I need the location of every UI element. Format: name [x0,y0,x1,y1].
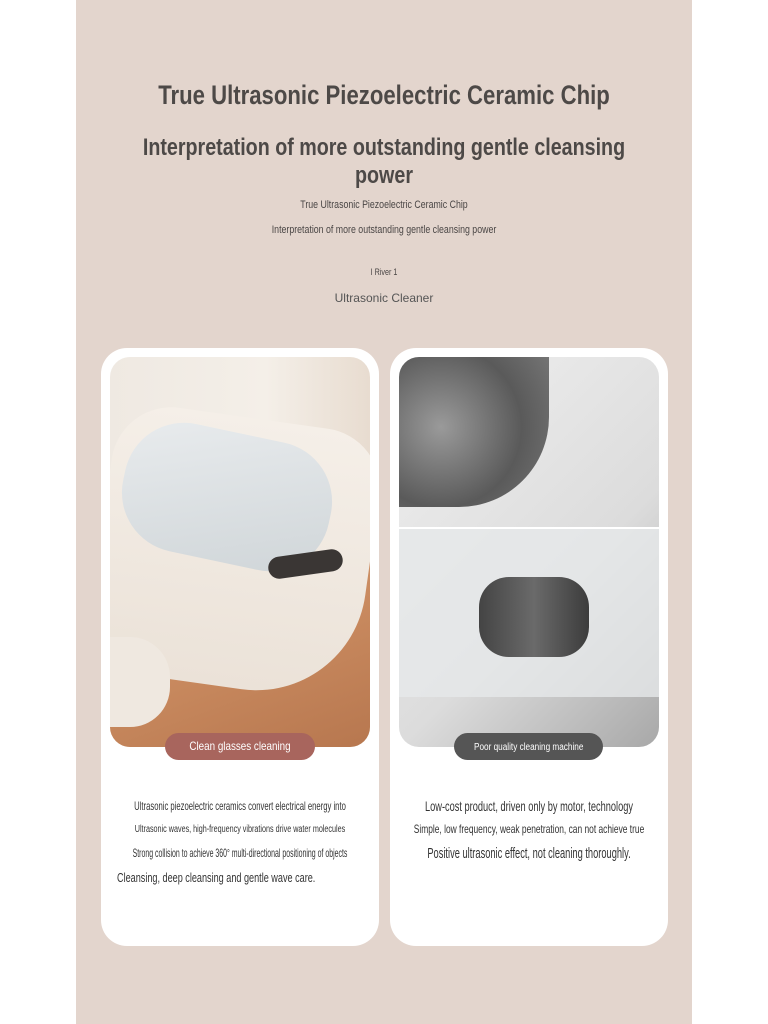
label-pill-good: Clean glasses cleaning machine [165,733,315,760]
page-subtitle: Interpretation of more outstanding gentle cleansing power [142,134,626,189]
product-image-motor-cleaner [399,357,659,747]
product-name: Ultrasonic Cleaner [334,291,434,305]
description-line: Strong collision to achieve 360° multi-directional positioning of objects [132,846,348,860]
description-line: Simple, low frequency, weak penetration, can not achieve true [413,822,645,836]
content-panel [76,0,692,1024]
comparison-card-poor [390,348,668,946]
product-image-ultrasonic-cleaner [110,357,370,747]
description-line: Ultrasonic piezoelectric ceramics convert electrical energy into [134,799,346,813]
small-title: True Ultrasonic Piezoelectric Ceramic Chip [300,199,468,211]
small-subtitle: Interpretation of more outstanding gentle cleansing power [271,224,497,236]
description-line: Low-cost product, driven only by motor, technology [424,798,634,814]
description-line: Positive ultrasonic effect, not cleaning thoroughly. [427,845,631,862]
description-line: Ultrasonic waves, high-frequency vibrations drive water molecules [134,824,346,835]
description-line: Cleansing, deep cleansing and gentle wave care. [117,870,316,885]
label-pill-poor: Poor quality cleaning machine [454,733,603,760]
comparison-card-good [101,348,379,946]
brand-label: I River 1 [370,267,398,277]
page-title: True Ultrasonic Piezoelectric Ceramic Chip [158,80,610,110]
